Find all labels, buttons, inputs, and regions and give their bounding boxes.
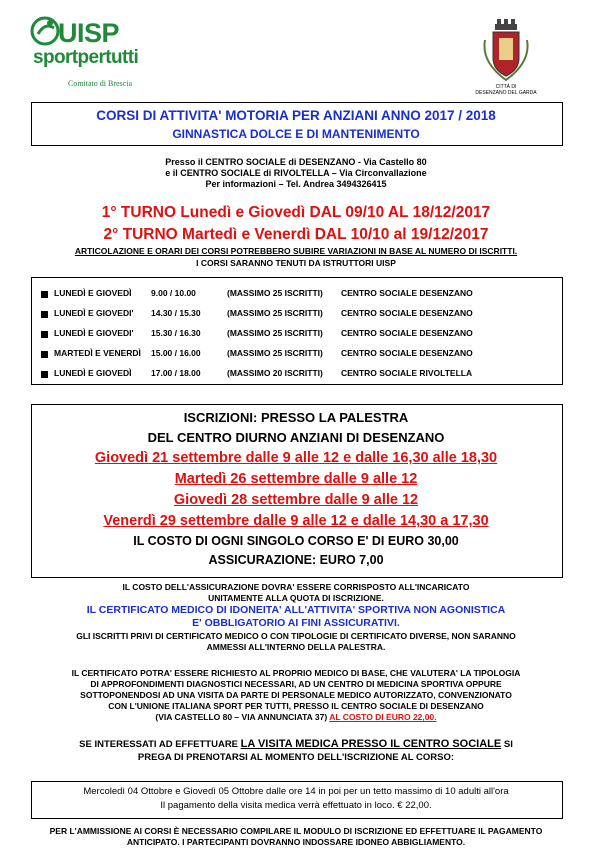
variation-note: ARTICOLAZIONE E ORARI DEI CORSI POTREBBERO SUBIRE VARIAZIONI IN BASE AL NUMERO DI ISCRITTI. bbox=[74, 246, 518, 256]
insurance-cost: ASSICURAZIONE: EURO 7,00 bbox=[208, 553, 384, 567]
registration-date: Giovedì 28 settembre dalle 9 alle 12 bbox=[173, 492, 419, 508]
course-cost: IL COSTO DI OGNI SINGOLO CORSO E' DI EURO 30,00 bbox=[133, 534, 459, 548]
schedule-time: 15.00 / 16.00 bbox=[151, 348, 201, 358]
schedule-time: 17.00 / 18.00 bbox=[151, 368, 201, 378]
visit-payment: Il pagamento della visita medica verrà effettuato in loco. € 22,00. bbox=[160, 800, 432, 811]
schedule-days: LUNEDÌ E GIOVEDI' bbox=[54, 308, 134, 318]
schedule-days: LUNEDÌ E GIOVEDÌ bbox=[54, 368, 132, 378]
registration-date: Martedì 26 settembre dalle 9 alle 12 bbox=[174, 471, 418, 487]
schedule-place: CENTRO SOCIALE DESENZANO bbox=[341, 308, 473, 318]
venue-line: Presso il CENTRO SOCIALE di DESENZANO - Via Castello 80 bbox=[165, 157, 427, 167]
schedule-days: MARTEDÌ E VENERDÌ bbox=[54, 348, 141, 358]
bullet-icon bbox=[41, 331, 48, 338]
registration-heading: ISCRIZIONI: PRESSO LA PALESTRA bbox=[183, 410, 409, 425]
schedule-time: 9.00 / 10.00 bbox=[151, 288, 196, 298]
venue-line: Per informazioni – Tel. Andrea 3494326415 bbox=[205, 179, 387, 189]
schedule-max: (MASSIMO 25 ISCRITTI) bbox=[227, 328, 323, 338]
registration-heading: DEL CENTRO DIURNO ANZIANI DI DESENZANO bbox=[147, 430, 445, 445]
registration-date: Giovedì 21 settembre dalle 9 alle 12 e dalle 16,30 alle 18,30 bbox=[94, 450, 498, 466]
visit-booking-note: SE INTERESSATI AD EFFETTUARE LA VISITA MEDICA PRESSO IL CENTRO SOCIALE SI PREGA DI PRENOTARSI AL MOMENTO DELL'ISCRIZIONE AL CORSO: bbox=[79, 738, 513, 763]
bullet-icon bbox=[41, 291, 48, 298]
venue-line: e il CENTRO SOCIALE di RIVOLTELLA – Via Circonvallazione bbox=[165, 168, 427, 178]
schedule-max: (MASSIMO 25 ISCRITTI) bbox=[227, 348, 323, 358]
logo-comitato: Comitato di Brescia bbox=[68, 79, 132, 88]
certificate-options: IL CERTIFICATO POTRA' ESSERE RICHIESTO AL PROPRIO MEDICO DI BASE, CHE VALUTERA' LA TIPOLOGIA DI APPROFONDIMENTI DIAGNOSTICI NECESSARI, AD UN CENTRO DI MEDICINA SPORTIVA OPPURE SOTTOPONENDOSI AD UNA VISITA DA PARTE DI PERSONALE MEDICO AUTORIZZATO, CONVENZIONATO CON L'UNIONE ITALIANA SPORT PER TUTTI, PRESSO IL CENTRO SOCIALE DI DESENZANO (VIA CASTELLO 80 – VIA ANNUNCIATA 37) AL COSTO DI EURO 22,00. bbox=[71, 668, 521, 722]
insurance-info: IL COSTO DELL'ASSICURAZIONE DOVRA' ESSERE CORRISPOSTO ALL'INCARICATO UNITAMENTE ALLA QUOTA DI ISCRIZIONE. bbox=[122, 582, 470, 603]
venue-info bbox=[31, 157, 561, 190]
uisp-logo bbox=[30, 14, 60, 48]
city-crest-icon bbox=[473, 18, 539, 92]
registration-date: Venerdì 29 settembre dalle 9 alle 12 e dalle 14,30 a 17,30 bbox=[103, 513, 489, 529]
schedule-place: CENTRO SOCIALE RIVOLTELLA bbox=[341, 368, 473, 378]
logo-tagline: sportpertutti bbox=[33, 47, 139, 68]
schedule-max: (MASSIMO 25 ISCRITTI) bbox=[227, 308, 323, 318]
crest-caption: CITTÀ DI DESENZANO DEL GARDA bbox=[475, 84, 537, 96]
page-title: CORSI DI ATTIVITA' MOTORIA PER ANZIANI ANNO 2017 / 2018 bbox=[96, 108, 496, 123]
bullet-icon bbox=[41, 371, 48, 378]
schedule-days: LUNEDÌ E GIOVEDI' bbox=[54, 328, 134, 338]
schedule-max: (MASSIMO 25 ISCRITTI) bbox=[227, 288, 323, 298]
schedule-place: CENTRO SOCIALE DESENZANO bbox=[341, 348, 473, 358]
instructors-note: I CORSI SARANNO TENUTI DA ISTRUTTORI UISP bbox=[196, 258, 396, 268]
footer-note: PER L'AMMISSIONE AI CORSI È NECESSARIO COMPILARE IL MODULO DI ISCRIZIONE ED EFFETTUARE IL PAGAMENTO ANTICIPATO. I PARTECIPANTI DOVRANNO INDOSSARE IDONEO ABBIGLIAMENTO. bbox=[49, 826, 543, 847]
schedule-time: 14.30 / 15.30 bbox=[151, 308, 201, 318]
turno-2: 2° TURNO Martedì e Venerdì DAL 10/10 al 19/12/2017 bbox=[103, 226, 489, 243]
logo-word: UISP bbox=[58, 18, 120, 48]
page-subtitle: GINNASTICA DOLCE E DI MANTENIMENTO bbox=[172, 127, 420, 141]
schedule-max: (MASSIMO 20 ISCRITTI) bbox=[227, 368, 323, 378]
visit-schedule: Mercoledì 04 Ottobre e Giovedì 05 Ottobre dalle ore 14 in poi per un tetto massimo di 10 adulti all'ora bbox=[83, 786, 509, 797]
schedule-time: 15.30 / 16.30 bbox=[151, 328, 201, 338]
certificate-notice: IL CERTIFICATO MEDICO DI IDONEITA' ALL'ATTIVITA' SPORTIVA NON AGONISTICA E' OBBLIGATORIO AI FINI ASSICURATIVI. bbox=[86, 604, 506, 629]
schedule-place: CENTRO SOCIALE DESENZANO bbox=[341, 328, 473, 338]
bullet-icon bbox=[41, 351, 48, 358]
schedule-days: LUNEDÌ E GIOVEDÌ bbox=[54, 288, 132, 298]
bullet-icon bbox=[41, 311, 48, 318]
schedule-place: CENTRO SOCIALE DESENZANO bbox=[341, 288, 473, 298]
turno-1: 1° TURNO Lunedì e Giovedì DAL 09/10 AL 18/12/2017 bbox=[101, 204, 491, 221]
certificate-exclusion: GLI ISCRITTI PRIVI DI CERTIFICATO MEDICO O CON TIPOLOGIE DI CERTIFICATO DIVERSE, NON SARANNO AMMESSI ALL'INTERNO DELLA PALESTRA. bbox=[76, 631, 516, 652]
